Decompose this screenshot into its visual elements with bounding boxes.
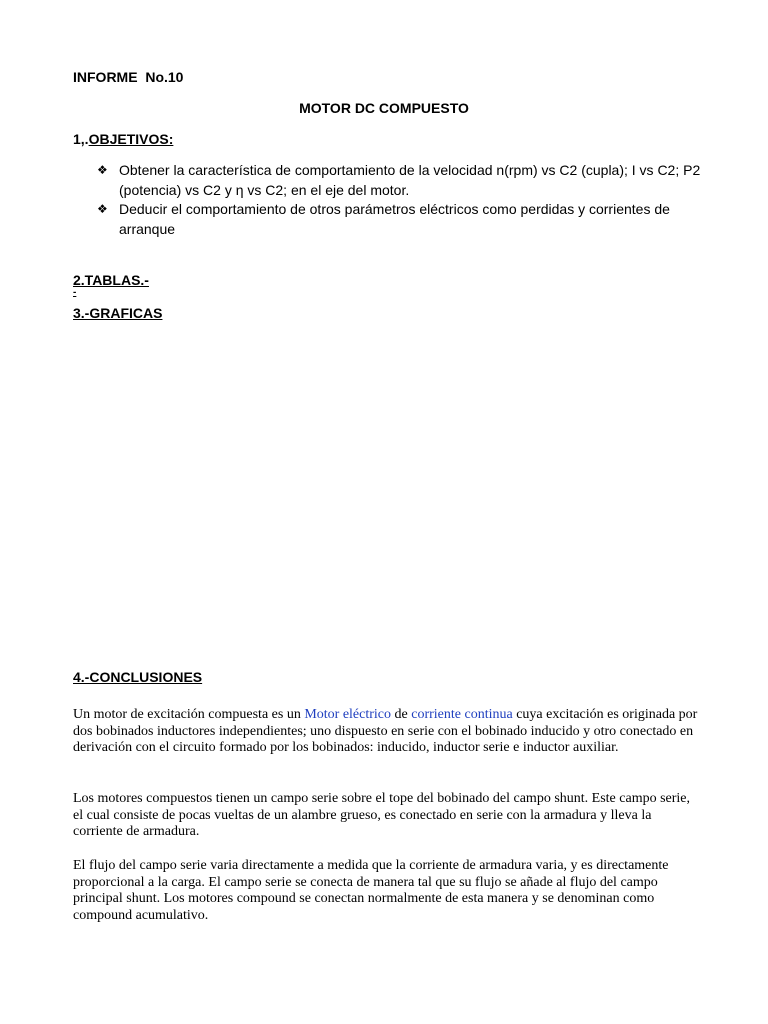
paragraph-text: Un motor de excitación compuesta es un bbox=[73, 707, 305, 722]
charts-heading: 3.-GRAFICAS bbox=[73, 305, 163, 321]
objective-item bbox=[97, 161, 707, 200]
stray-mark: - bbox=[73, 287, 77, 298]
report-number: INFORME No.10 bbox=[73, 69, 184, 85]
conclusions-heading: 4.-CONCLUSIONES bbox=[73, 669, 203, 685]
objective-text: Obtener la característica de comportamiento de la velocidad n(rpm) vs C2 (cupla); I vs C2; P2 (potencia) vs C2 y η vs C2; en el eje del motor. bbox=[119, 162, 701, 198]
objectives-list bbox=[97, 161, 707, 239]
paragraph-text: cuya excitación es originada por dos bobinados inductores independientes; uno dispuesto en serie con el bobinado inducido y otro conectado en derivación con el circuito formado por los bobinados: inducido, inductor serie e inductor auxiliar. bbox=[73, 707, 698, 756]
objective-item bbox=[97, 200, 707, 239]
objectives-heading-number: 1,. bbox=[73, 131, 89, 147]
link-corriente-continua[interactable]: corriente continua bbox=[411, 707, 513, 722]
objectives-heading bbox=[73, 131, 173, 147]
link-motor-electrico[interactable]: Motor eléctrico bbox=[304, 707, 392, 722]
diamond-bullet-icon: ❖ bbox=[97, 163, 108, 177]
objectives-heading-label: OBJETIVOS: bbox=[88, 131, 174, 147]
paragraph-text: de bbox=[391, 707, 412, 722]
conclusion-paragraph: Los motores compuestos tienen un campo serie sobre el tope del bobinado del campo shunt. Este campo serie, el cual consiste de pocas vueltas de un alambre grueso, es conectado en serie con la armadura y lleva la corriente de armadura. bbox=[73, 791, 691, 840]
conclusion-paragraph: El flujo del campo serie varia directamente a medida que la corriente de armadura varia, y es directamente proporcional a la carga. El campo serie se conecta de manera tal que su flujo se añade al flujo del campo principal shunt. Los motores compound se conectan normalmente de esta manera y se denominan como compound acumulativo. bbox=[73, 858, 669, 923]
document-title: MOTOR DC COMPUESTO bbox=[299, 100, 469, 116]
diamond-bullet-icon: ❖ bbox=[97, 202, 108, 216]
objective-text: Deducir el comportamiento de otros parámetros eléctricos como perdidas y corrientes de arranque bbox=[119, 201, 670, 237]
tables-heading: 2.TABLAS.- bbox=[73, 272, 149, 288]
conclusion-paragraph bbox=[73, 707, 698, 757]
